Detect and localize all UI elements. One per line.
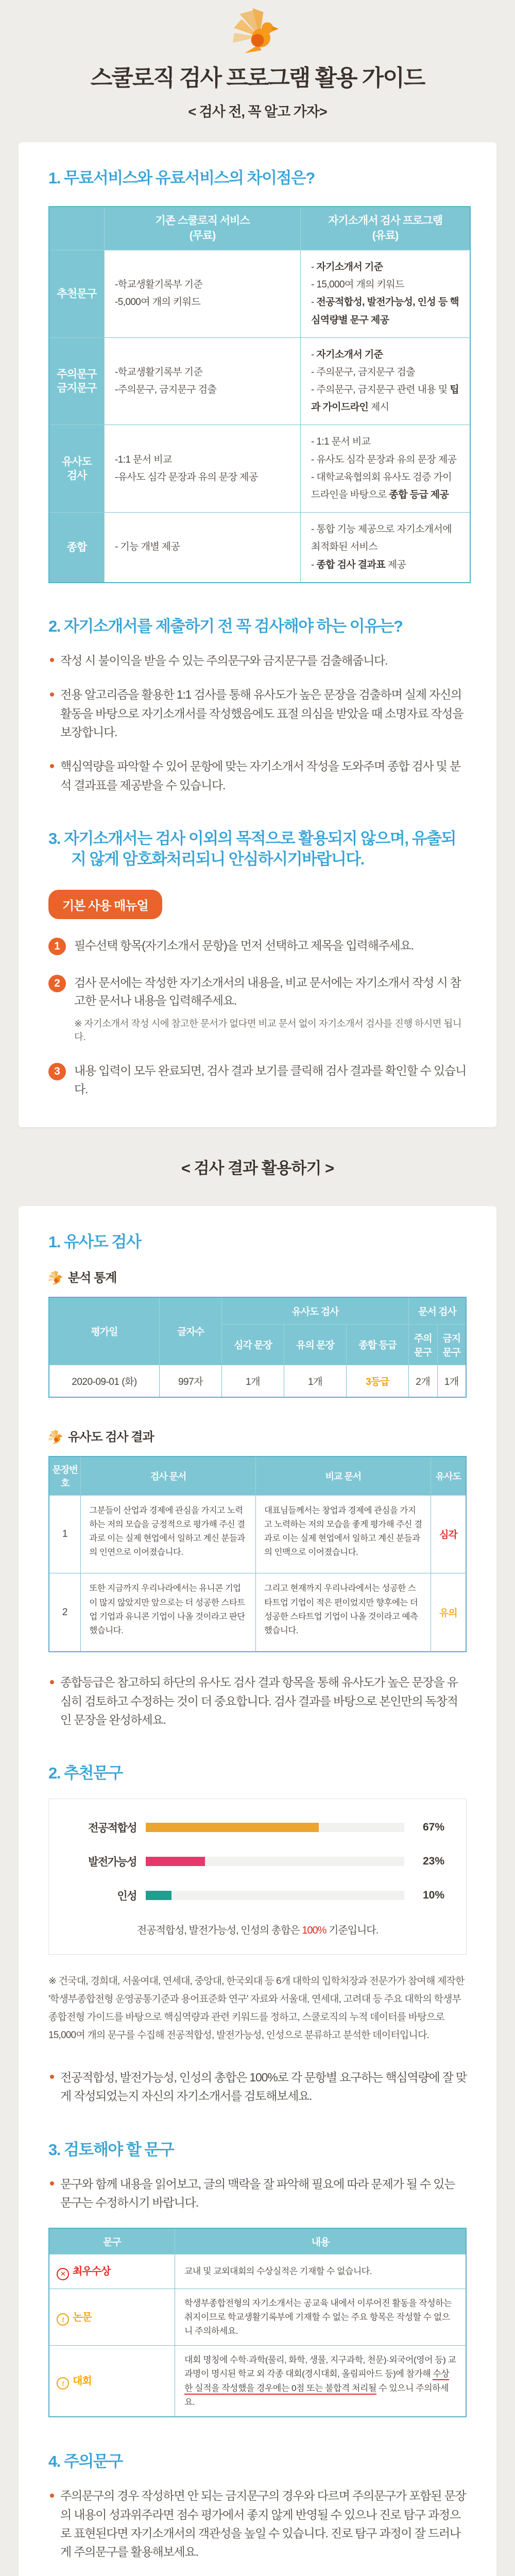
text-line: (무료) [189, 229, 216, 242]
sentence-no: 1 [49, 1495, 81, 1573]
sim-row [49, 1573, 466, 1652]
row-label [49, 337, 105, 425]
compare-doc-text: 대표님들께서는 창업과 경제에 관심을 가지고 노력하는 저의 모습을 좋게 평가해 주신 결과로 이는 실제 현업에서 일하고 계신 분들과의 인맥으로 이어졌습니다. [256, 1495, 431, 1573]
bird-logo-icon [233, 6, 282, 56]
col-group-document: 문서 검사 [409, 1297, 467, 1325]
recommend-advice [48, 2068, 467, 2106]
text-line: -주의문구, 금지문구 검출 [115, 384, 217, 396]
col-header-free [105, 207, 301, 250]
paid-cell [301, 337, 471, 425]
sim-row [49, 1495, 466, 1573]
stat-grade: 3등급 [347, 1365, 409, 1397]
similarity-result-table [48, 1456, 467, 1653]
col-header-date: 평가일 [49, 1297, 160, 1365]
circle-exclaim-icon: ! [57, 2313, 69, 2326]
row-label [49, 250, 105, 337]
content-cell [175, 2346, 467, 2417]
bullet-item: 종합등급은 참고하되 하단의 유사도 검사 결과 항목을 통해 유사도가 높은 문장을 유심히 검토하고 수정하는 것이 더 중요합니다. 검사 결과를 바탕으로 본인만의 독창적인 문장을 완성하세요. [48, 1673, 467, 1729]
col-group-similarity: 유사도 검사 [222, 1297, 409, 1325]
test-doc-text: 또한 지금까지 우리나라에서는 유니콘 기업이 많지 않았지만 앞으로는 더 성공한 스타트업 기업과 유니콘 기업이 나올 것이라고 판단했습니다. [81, 1573, 256, 1652]
phrase-cell [49, 2254, 175, 2289]
bullet-item: 주의문구의 경우 작성하면 안 되는 금지문구의 경우와 다르며 주의문구가 포함된 문장의 내용이 성과위주라면 점수 평가에서 좋지 않게 반영될 수 있으나 진로 탐구 과정으로 표현된다면 자기소개서의 객관성을 높일 수 있습니다. 진로 탐구 과정이 잘 드러나게 주의문구를 활용해보세요. [48, 2486, 467, 2561]
col-header-forbid: 금지 문구 [437, 1324, 466, 1365]
text-line: - 유사도 심각 문장과 유의 문장 제공 [311, 454, 457, 465]
page-subtitle: < 검사 전, 꼭 알고 가자> [188, 104, 327, 120]
review-row [49, 2346, 466, 2417]
page-title: 스쿨로직 검사 프로그램 활용 가이드 [90, 65, 425, 91]
text-line: -1:1 문서 비교 [115, 454, 172, 465]
bar-fill [146, 1823, 319, 1832]
circle-exclaim-icon: ! [57, 2377, 69, 2389]
bar-track [146, 1823, 404, 1832]
similarity-level: 유의 [431, 1573, 466, 1652]
logo [0, 6, 515, 58]
free-cell [105, 250, 301, 337]
chart-caption [71, 1922, 444, 1937]
step-number-badge: 1 [48, 938, 66, 955]
bar-category-label: 전공적합성 [88, 1822, 136, 1834]
phrase-text: 논문 [73, 2311, 92, 2323]
text-line: - 주의문구, 금지문구 검출 [311, 366, 415, 378]
text-line: - 15,000여 개의 키워드 [311, 279, 404, 291]
text-line: 교내 및 교외대회의 수상실적은 기재할 수 없습니다. [184, 2266, 372, 2277]
text-line: - 자기소개서 기준 [311, 261, 383, 273]
table-header-row [49, 1297, 466, 1325]
data-source-note: ※ 건국대, 경희대, 서울여대, 연세대, 중앙대, 한국외대 등 6개 대학의 입학처장과 전문가가 참여해 제작한 '학생부종합전형 운영공통기준과 용어표준화 연구' 자료와 서울대, 연세대, 고려대 등 주요 대학의 학생부종합전형 가이드를 바탕으로 핵심역량과 관련 키워드를 정하고, 스쿨로직의 누적 데이터를 바탕으로 15,000여 개의 문구를 수집해 전공적합성, 발전가능성, 인성으로 분류하고 분석한 데이터입니다. [48, 1975, 465, 2041]
manual-step [48, 974, 467, 1043]
sim-result-label-row [48, 1427, 467, 1445]
table-header-row [49, 1456, 466, 1496]
text-line: - 대학교육협의회 유사도 검증 가이드라인을 바탕으로 종합 등급 제공 [311, 471, 452, 501]
bar-value: 23% [422, 1855, 444, 1867]
col-header-content: 내용 [175, 2228, 467, 2255]
sim-result-label: 유사도 검사 결과 [68, 1430, 154, 1444]
stat-caution: 2개 [409, 1365, 438, 1397]
table-row [49, 337, 470, 425]
text-line: 자기소개서 검사 프로그램 [328, 215, 442, 227]
paid-cell [301, 513, 471, 583]
text-line: - 기능 개별 제공 [115, 541, 180, 553]
bar-fill [146, 1891, 171, 1900]
text-line: 금지문구 [57, 382, 97, 395]
manual-step [48, 1062, 467, 1098]
text-line: - 주의문구, 금지문구 관련 내용 및 팁과 가이드라인 제시 [311, 384, 459, 413]
section-title-recommend: 2. 추천문구 [48, 1764, 123, 1783]
section-title-privacy: 3. 자기소개서는 검사 이외의 목적으로 활용되지 않으며, 유출되지 않게 암호화처리되니 안심하시기바랍니다. [48, 829, 456, 869]
review-phrase-table [48, 2228, 467, 2417]
analysis-stats-table [48, 1297, 467, 1398]
step-number-badge: 3 [48, 1063, 66, 1080]
phrase-cell [49, 2346, 175, 2417]
section-title-review-phrases: 3. 검토해야 할 문구 [48, 2140, 174, 2159]
step-number-badge: 2 [48, 975, 66, 992]
text-line: 종합 [66, 541, 87, 553]
compare-doc-text: 그리고 현재까지 우리나라에서는 성공한 스타트업 기업이 적은 편이었지만 향후에는 더 성공한 스타트업 기업이 나올 것이라고 예측했습니다. [256, 1573, 431, 1652]
phrase-text: 대회 [73, 2375, 92, 2387]
col-header-test-doc: 검사 문서 [81, 1456, 256, 1496]
bar-value: 10% [422, 1889, 444, 1901]
phrase-text: 최우수상 [73, 2265, 111, 2277]
text-line: -학교생활기록부 기준 [115, 279, 203, 291]
why-check-bullets [48, 651, 467, 794]
text-line: 전공적합성, 발전가능성, 인성의 총합은 100% 기준입니다. [136, 1924, 379, 1936]
col-header-similar: 유의 문장 [284, 1324, 347, 1365]
bullet-item: 핵심역량을 파악할 수 있어 문항에 맞는 자기소개서 작성을 도와주며 종합 검사 및 분석 결과표를 제공받을 수 있습니다. [48, 757, 467, 794]
stat-similar: 1개 [284, 1365, 347, 1397]
phrase-cell [49, 2289, 175, 2346]
section-title-similarity: 1. 유사도 검사 [48, 1233, 141, 1251]
col-header-compare-doc: 비교 문서 [256, 1456, 431, 1496]
bar-track [146, 1857, 404, 1866]
bullet-item: 전용 알고리즘을 활용한 1:1 검사를 통해 유사도가 높은 문장을 검출하며 실제 자신의 활동을 바탕으로 자기소개서를 작성했음에도 표절 의심을 받았을 때 소명자료 작성을 보장합니다. [48, 685, 467, 741]
text-line: 유사도 [62, 455, 92, 468]
stats-data-row [49, 1365, 466, 1397]
text-line: 기존 스쿨로직 서비스 [155, 215, 250, 227]
text-line: (유료) [372, 229, 399, 242]
col-header-paid [301, 207, 471, 250]
step-text: 필수선택 항목(자기소개서 문항)을 먼저 선택하고 제목을 입력해주세요. [74, 938, 414, 952]
bird-bullet-icon [48, 1270, 64, 1285]
bar-fill [146, 1857, 205, 1866]
bullet-item: 작성 시 불이익을 받을 수 있는 주의문구와 금지문구를 검출해줍니다. [48, 651, 467, 670]
free-cell [105, 425, 301, 513]
results-section-heading: < 검사 결과 활용하기 > [181, 1159, 334, 1178]
results-card [19, 1206, 496, 2576]
step-note: ※ 자기소개서 작성 시에 참고한 문서가 없다면 비교 문서 없이 자기소개서 검사를 진행 하시면 됩니다. [74, 1018, 462, 1042]
text-line: 주의문구 [57, 368, 97, 380]
bullet-item: 전공적합성, 발전가능성, 인성의 총합은 100%로 각 문항별 요구하는 핵심역량에 잘 맞게 작성되었는지 자신의 자기소개서를 검토해보세요. [48, 2068, 467, 2106]
bar-value: 67% [422, 1821, 444, 1833]
col-header-chars: 글자수 [160, 1297, 222, 1365]
paid-cell [301, 425, 471, 513]
col-header-phrase: 문구 [49, 2228, 175, 2255]
free-cell [105, 337, 301, 425]
table-row [49, 425, 470, 513]
text-line: 추천문구 [57, 287, 97, 300]
section-title-caution: 4. 주의문구 [48, 2452, 123, 2471]
text-line: - 통합 기능 제공으로 자기소개서에 최적화된 서비스 [311, 524, 452, 553]
sentence-no: 2 [49, 1573, 81, 1652]
free-cell [105, 513, 301, 583]
text-line: - 1:1 문서 비교 [311, 436, 371, 448]
similarity-advice [48, 1673, 467, 1729]
text-line: -학교생활기록부 기준 [115, 366, 203, 378]
col-header-sentence-no: 문장번호 [49, 1456, 81, 1496]
review-advice [48, 2175, 467, 2212]
stat-forbid: 1개 [437, 1365, 466, 1397]
col-header-caution: 주의 문구 [409, 1324, 438, 1365]
content-cell [175, 2254, 467, 2289]
bar-chart-rows [71, 1820, 444, 1903]
review-row [49, 2289, 466, 2346]
text-line: 대회 명칭에 수학·과학(물리, 화학, 생물, 지구과학, 천문)·외국어(영어 등) 교과명이 명시된 학교 외 각종 대회(경시대회, 올림피아드 등)에 참가해 수상한 실적을 작성했을 경우에는 0점 또는 불합격 처리될 수 있으니 주의하세요. [184, 2355, 456, 2407]
text-line: 검사 [66, 469, 87, 482]
step-text: 검사 문서에는 작성한 자기소개서의 내용을, 비교 문서에는 자기소개서 작성 시 참고한 문서나 내용을 입력해주세요. [74, 975, 461, 1008]
service-comparison-table [48, 206, 471, 583]
table-header-row [49, 2228, 466, 2255]
bullet-item: 문구와 함께 내용을 읽어보고, 글의 맥락을 잘 파악해 필요에 따라 문제가 될 수 있는 문구는 수정하시기 바랍니다. [48, 2175, 467, 2212]
manual-step [48, 937, 467, 955]
text-line: -유사도 심각 문장과 유의 문장 제공 [115, 471, 258, 483]
text-line: - 전공적합성, 발전가능성, 인성 등 핵심역량별 문구 제공 [311, 297, 459, 326]
text-line: -5,000여 개의 키워드 [115, 297, 201, 308]
section-title-why-check: 2. 자기소개서를 제출하기 전 꼭 검사해야 하는 이유는? [48, 617, 403, 635]
stats-label: 분석 통계 [68, 1270, 117, 1285]
step-text: 내용 입력이 모두 완료되면, 검사 결과 보기를 클릭해 검사 결과를 확인할 수 있습니다. [74, 1063, 467, 1096]
stat-chars: 997자 [160, 1365, 222, 1397]
manual-badge: 기본 사용 매뉴얼 [48, 890, 162, 919]
bar-row [71, 1820, 444, 1835]
table-header-row [49, 207, 470, 250]
competency-bar-chart [48, 1799, 467, 1955]
section-title-difference: 1. 무료서비스와 유료서비스의 차이점은? [48, 169, 315, 187]
bar-category-label: 인성 [117, 1890, 136, 1902]
review-row [49, 2254, 466, 2289]
caution-advice [48, 2486, 467, 2561]
text-line: - 자기소개서 기준 [311, 349, 383, 360]
bar-track [146, 1891, 404, 1900]
bar-row [71, 1854, 444, 1869]
col-header-level: 유사도 [431, 1456, 466, 1496]
stats-label-row [48, 1267, 467, 1285]
bird-bullet-icon [48, 1429, 64, 1445]
col-header-severe: 심각 문장 [222, 1324, 284, 1365]
manual-steps [48, 937, 467, 1099]
similarity-level: 심각 [431, 1495, 466, 1573]
stat-severe: 1개 [222, 1365, 284, 1397]
corner-cell [49, 207, 105, 250]
bar-row [71, 1888, 444, 1903]
row-label [49, 425, 105, 513]
table-row [49, 513, 470, 583]
bar-category-label: 발전가능성 [88, 1856, 136, 1868]
paid-cell [301, 250, 471, 337]
circle-x-icon: ✕ [57, 2268, 69, 2280]
test-doc-text: 그분들이 산업과 경제에 관심을 가지고 노력하는 저의 모습을 긍정적으로 평가해 주신 결과로 이는 실제 현업에서 일하고 계신 분들과의 인연으로 이어졌습니다. [81, 1495, 256, 1573]
row-label [49, 513, 105, 583]
text-line: - 종합 검사 결과표 제공 [311, 559, 406, 570]
table-row [49, 250, 470, 337]
pre-test-card [19, 142, 496, 1127]
stat-date: 2020-09-01 (화) [49, 1365, 160, 1397]
content-cell [175, 2289, 467, 2346]
col-header-grade: 종합 등급 [347, 1324, 409, 1365]
text-line: 학생부종합전형의 자기소개서는 공교육 내에서 이루어진 활동을 작성하는 취지이므로 학교생활기록부에 기재할 수 없는 주요 항목은 작성할 수 없으니 주의하세요. [184, 2298, 452, 2336]
